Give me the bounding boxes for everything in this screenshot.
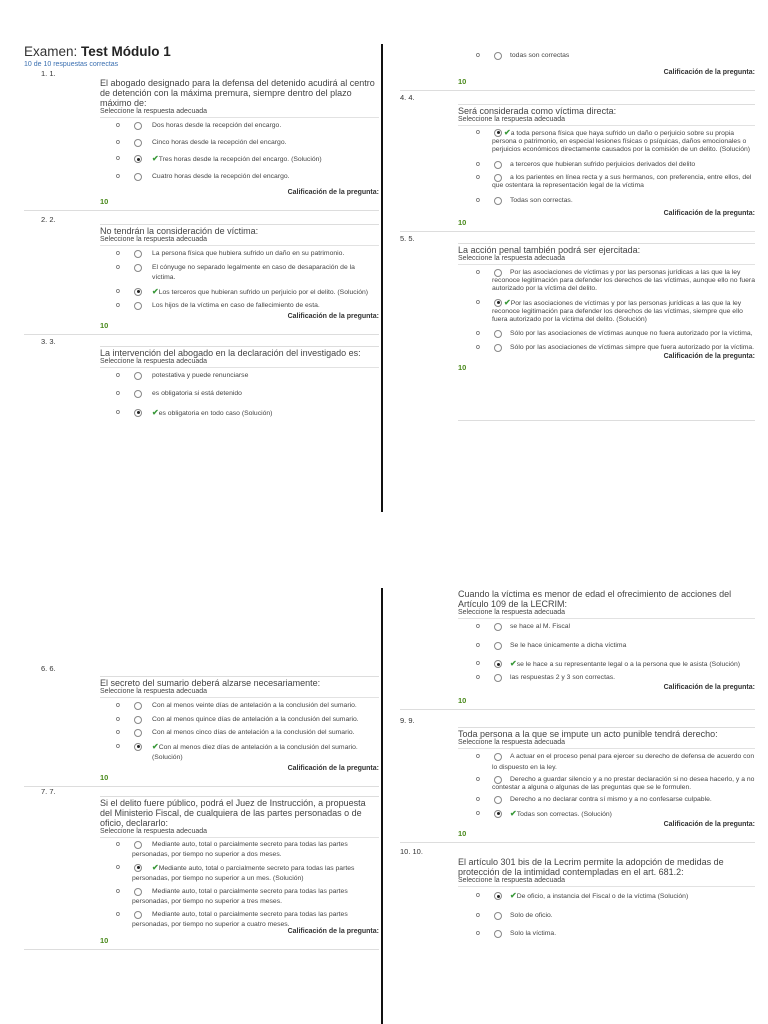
answer-option[interactable]: o Cinco horas desde la recepción del encargo. <box>116 138 287 146</box>
question-number: 7. 7. <box>41 786 56 796</box>
check-icon: ✔ <box>152 741 159 751</box>
question-number: 9. 9. <box>400 716 415 725</box>
grade-value: 10 <box>24 197 379 211</box>
question-text: El artículo 301 bis de la Lecrim permite la adopción de medidas de protección de la intimidad contempladas en el art. 681.2: <box>458 857 724 877</box>
question-7 <box>24 796 379 838</box>
grade-value: 10 <box>24 321 379 335</box>
answer-option[interactable]: o Por las asociaciones de víctimas y por las personas jurídicas a las que la ley reconoce legitimación para defender los derechos de las víctimas, aunque ello no fuera autorizado por la víctima del delito. <box>476 268 755 292</box>
answer-option[interactable]: o Los hijos de la víctima en caso de fallecimiento de esta. <box>116 302 320 309</box>
answer-option[interactable]: o Derecho a no declarar contra sí mismo y a no confesarse culpable. <box>476 796 712 803</box>
answer-option[interactable]: o Cuatro horas desde la recepción del encargo. <box>116 172 290 180</box>
question-number: 3. 3. <box>41 336 56 346</box>
question-hint: Seleccione la respuesta adecuada <box>458 877 755 887</box>
question-number: 5. 5. <box>400 233 415 243</box>
question-text: La acción penal también podrá ser ejercitada: <box>458 243 755 255</box>
grade-label: Calificación de la pregunta: <box>663 209 755 217</box>
column-divider <box>381 588 383 1024</box>
check-icon: ✔ <box>152 862 159 872</box>
answer-option[interactable]: o Sólo por las asociaciones de víctimas aunque no fuera autorizado por la víctima, <box>476 329 753 337</box>
answer-option[interactable]: o Solo de oficio. <box>476 911 553 919</box>
question-9 <box>400 727 755 749</box>
answer-option[interactable]: o Solo la víctima. <box>476 930 557 937</box>
question-hint: Seleccione la respuesta adecuada <box>100 108 379 118</box>
grade-label: Calificación de la pregunta: <box>287 764 379 772</box>
question-text: Cuando la víctima es menor de edad el ofrecimiento de acciones del Artículo 109 de la LECRIM: <box>458 589 732 609</box>
question-text: El secreto del sumario deberá alzarse necesariamente: <box>100 676 379 688</box>
page-2 <box>0 512 768 1024</box>
answer-option[interactable]: o se hace al M. Fiscal <box>476 623 571 630</box>
grade-label: Calificación de la pregunta: <box>663 684 755 691</box>
answer-option-selected[interactable]: o ✔Tres horas desde la recepción del encargo. (Solución) <box>116 154 322 163</box>
check-icon: ✔ <box>152 154 159 163</box>
answer-option[interactable]: o es obligatoria si está detenido <box>116 390 242 397</box>
answer-option-selected[interactable]: o ✔De oficio, a instancia del Fiscal o de la víctima (Solución) <box>476 891 689 900</box>
question-text: El abogado designado para la defensa del detenido acudirá al centro de detención con la máxima premura, siempre dentro del plazo máximo de: <box>100 78 375 108</box>
question-1 <box>24 77 379 118</box>
check-icon: ✔ <box>510 808 517 818</box>
answer-option[interactable]: o Dos horas desde la recepción del encargo. <box>116 122 282 129</box>
question-hint: Seleccione la respuesta adecuada <box>458 116 755 126</box>
question-hint: Seleccione la respuesta adecuada <box>458 739 755 749</box>
grade-value: 10 <box>400 696 755 710</box>
answer-option[interactable]: o Todas son correctas. <box>476 197 573 204</box>
answer-option-selected[interactable]: o ✔es obligatoria en todo caso (Solución) <box>116 407 273 417</box>
answer-option-selected[interactable]: o ✔Todas son correctas. (Solución) <box>476 808 612 818</box>
answer-option[interactable]: o a los parientes en línea recta y a sus hermanos, con preferencia, entre ellos, del que ostentara la representación legal de la víctima <box>476 174 752 189</box>
question-8 <box>400 588 755 619</box>
question-text: Toda persona a la que se impute un acto punible tendrá derecho: <box>458 727 755 739</box>
answer-option[interactable]: o a terceros que hubieran sufrido perjuicios derivados del delito <box>476 160 696 168</box>
left-column <box>24 512 379 950</box>
question-text: La intervención del abogado en la declaración del investigado es: <box>100 346 379 358</box>
answer-option[interactable]: o Sólo por las asociaciones de víctimas simpre que fuera autorizado por la víctima. <box>476 343 755 351</box>
column-divider <box>381 44 383 512</box>
answer-option-selected[interactable]: o ✔a toda persona física que haya sufrido un daño o perjuicio sobre su propia persona o patrimonio, en especial lesiones físicas o psíquicas, daños emocionales o perjuicios económicos directamente causados por la comisión de un delito. (Solución) <box>476 127 751 153</box>
answer-option-selected[interactable]: o ✔se le hace a su representante legal o a la persona que le asista (Solución) <box>476 659 741 668</box>
answer-option[interactable]: o las respuestas 2 y 3 son correctas. <box>476 673 616 681</box>
answer-option[interactable]: o Derecho a guardar silencio y a no prestar declaración si no desea hacerlo, y a no contestar a alguna o algunas de las preguntas que se le formulen. <box>476 776 755 791</box>
answer-option[interactable]: o La persona física que hubiera sufrido un daño en su patrimonio. <box>116 250 345 257</box>
right-column <box>400 512 755 946</box>
answer-option[interactable]: o Mediante auto, total o parcialmente secreto para todas las partes personadas, por tiempo no superior a tres meses. <box>116 887 348 905</box>
question-hint: Seleccione la respuesta adecuada <box>458 255 755 265</box>
question-number: 4. 4. <box>400 92 415 102</box>
question-4 <box>400 104 755 126</box>
question-number: 2. 2. <box>41 215 56 224</box>
answer-option[interactable]: o El cónyuge no separado legalmente en caso de desaparación de la víctima. <box>116 263 355 281</box>
question-6 <box>24 676 379 698</box>
grade-value: 10 <box>458 362 467 372</box>
answer-option[interactable]: o Mediante auto, total o parcialmente secreto para todas las partes personadas, por tiempo no superior a dos meses. <box>116 840 348 858</box>
grade-label: Calificación de la pregunta: <box>663 68 755 76</box>
question-hint: Seleccione la respuesta adecuada <box>100 688 379 698</box>
grade-value: 10 <box>24 936 379 950</box>
exam-summary: 10 de 10 respuestas correctas <box>24 61 119 68</box>
grade-value: 10 <box>400 77 755 91</box>
answer-option-selected[interactable]: o ✔Con al menos diez días de antelación a la conclusión del sumario. (Solución) <box>116 741 358 761</box>
question-hint: Seleccione la respuesta adecuada <box>100 236 379 246</box>
answer-option[interactable]: o Se le hace únicamente a dicha víctima <box>476 641 627 649</box>
check-icon: ✔ <box>504 127 511 137</box>
check-icon: ✔ <box>510 659 517 668</box>
check-icon: ✔ <box>152 407 159 417</box>
answer-option[interactable]: o Mediante auto, total o parcialmente secreto para todas las partes personadas, por tiempo no superior a cuatro meses. <box>116 910 348 928</box>
answer-option[interactable]: o A actuar en el proceso penal para ejercer su derecho de defensa de acuerdo con lo dispuesto en la ley. <box>476 753 755 771</box>
grade-value: 10 <box>24 773 379 787</box>
question-5 <box>400 243 755 265</box>
answer-option-selected[interactable]: o ✔Mediante auto, total o parcialmente secreto para todas las partes personadas, por tiempo no superior a un mes. (Solución) <box>116 862 355 882</box>
exam-title: Examen: Test Módulo 1 <box>24 44 171 59</box>
question-3 <box>24 346 379 368</box>
answer-option-selected[interactable]: o ✔Por las asociaciones de víctimas y por las personas jurídicas a las que la ley reconoce legitimación para defender los derechos de las víctimas, siempre que ello fuera autorizado por la víctima del delito. (Solución) <box>476 297 743 323</box>
question-hint: Seleccione la respuesta adecuada <box>100 358 379 368</box>
question-text: Será considerada como víctima directa: <box>458 104 755 116</box>
grade-label: Calificación de la pregunta: <box>663 821 755 828</box>
grade-value: 10 <box>400 829 755 843</box>
left-column <box>24 0 379 425</box>
grade-label: Calificación de la pregunta: <box>287 312 379 320</box>
question-text: Si el delito fuere público, podrá el Juez de Instrucción, a propuesta del Ministerio Fiscal, de cualquiera de las partes personadas o de oficio, declararlo: <box>100 796 379 828</box>
check-icon: ✔ <box>510 891 517 900</box>
grade-label: Calificación de la pregunta: <box>287 189 379 196</box>
right-column <box>400 0 755 421</box>
answer-option[interactable]: o todas son correctas <box>476 52 570 59</box>
answer-option[interactable]: o Con al menos cinco días de antelación a la conclusión del sumario. <box>116 729 355 736</box>
question-hint: Seleccione la respuesta adecuada <box>100 828 379 838</box>
answer-option-selected[interactable]: o ✔Los terceros que hubieran sufrido un perjuicio por el delito. (Solución) <box>116 286 369 296</box>
question-10 <box>400 856 755 887</box>
answer-option[interactable]: o Con al menos veinte días de antelación a la conclusión del sumario. <box>116 702 357 709</box>
question-number: 10. 10. <box>400 847 423 856</box>
question-text: No tendrán la consideración de víctima: <box>100 224 379 236</box>
grade-value: 10 <box>400 218 755 232</box>
question-number: 1. 1. <box>41 69 56 78</box>
grade-label: Calificación de la pregunta: <box>287 927 379 935</box>
answer-option[interactable]: o potestativa y puede renunciarse <box>116 371 249 379</box>
check-icon: ✔ <box>504 297 511 307</box>
grade-label: Calificación de la pregunta: <box>663 352 755 360</box>
answer-option[interactable]: o Con al menos quince días de antelación a la conclusión del sumario. <box>116 715 359 723</box>
question-2 <box>24 224 379 246</box>
question-hint: Seleccione la respuesta adecuada <box>458 609 755 619</box>
check-icon: ✔ <box>152 286 159 296</box>
question-number: 6. 6. <box>41 664 56 673</box>
